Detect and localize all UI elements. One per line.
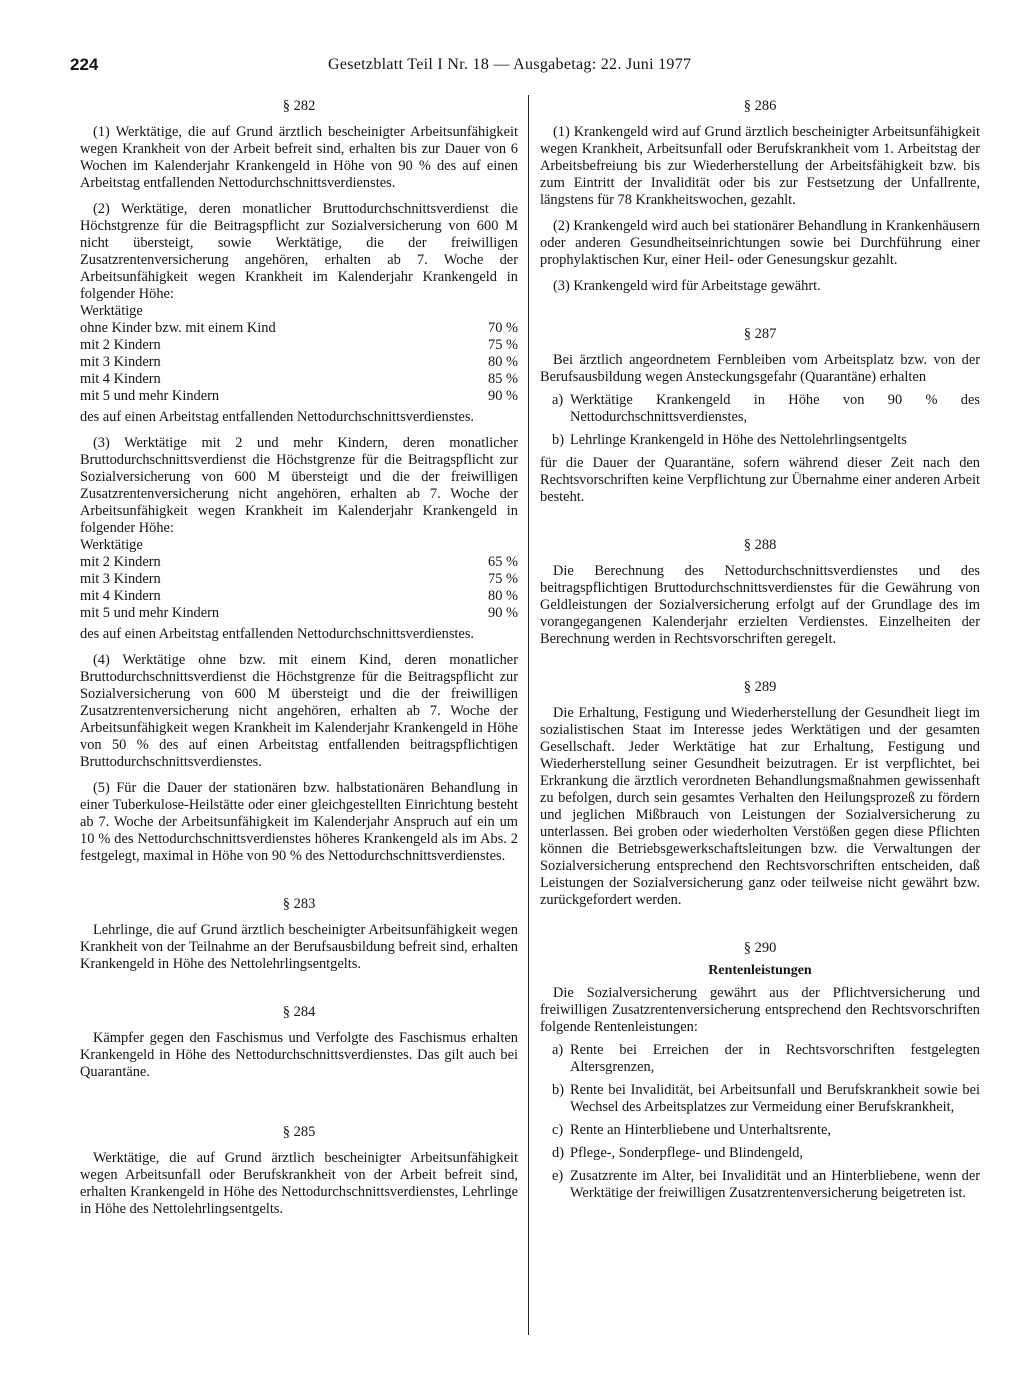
section-heading-285: § 285 (282, 1124, 316, 1140)
rate-label: mit 3 Kindern (80, 571, 161, 587)
paragraph-283: Lehrlinge, die auf Grund ärztlich bescheinigter Arbeitsunfähigkeit wegen Krankheit von der Teilnahme an der Berufsausbildung befreit sind, erhalten Krankengeld in Höhe des Nettolehrlingsentgelts. (80, 922, 518, 972)
list-marker: c) (552, 1122, 564, 1138)
rate-value: 85 % (488, 371, 518, 387)
section-heading-288: § 288 (743, 537, 777, 553)
paragraph-290-intro: Die Sozialversicherung gewährt aus der Pflichtversicherung und freiwilligen Zusatzrentenversicherung entsprechend den Rechtsvorschriften folgende Rentenleistungen: (540, 985, 980, 1035)
section-heading-287: § 287 (743, 326, 777, 342)
rate-table-282-3 (80, 554, 518, 622)
paragraph-288: Die Berechnung des Nettodurchschnittsverdienstes und des beitragspflichtigen Bruttodurchschnittsverdienstes für die Gewährung von Geldleistungen der Sozialversicherung erfolgt auf der Grundlage des im vorangegangenen Kalenderjahr erzielten Verdienstes. Einzelheiten der Berechnung werden in Rechtsvorschriften geregelt. (540, 563, 980, 647)
rate-value: 70 % (488, 320, 518, 336)
rate-label: mit 2 Kindern (80, 337, 161, 353)
rate-row (80, 554, 518, 571)
rate-value: 75 % (488, 571, 518, 587)
table-intro: Werktätige (80, 303, 143, 319)
list-text: Zusatzrente im Alter, bei Invalidität und an Hinterbliebene, wenn der Werktätige der freiwilligen Zusatzrentenversicherung beigetreten ist. (570, 1168, 980, 1201)
rate-value: 90 % (488, 605, 518, 621)
paragraph-286-3: (3) Krankengeld wird für Arbeitstage gewährt. (553, 278, 821, 294)
rate-row (80, 388, 518, 405)
section-gap (540, 515, 980, 537)
list-marker: a) (552, 1042, 564, 1058)
paragraph-286-2: (2) Krankengeld wird auch bei stationärer Behandlung in Krankenhäusern oder anderen Gesundheitseinrichtungen sowie bei Durchführung einer prophylaktischen Kur, einer Heil- oder Genesungskur gezahlt. (540, 218, 980, 268)
rate-row (80, 588, 518, 605)
continuation-text: des auf einen Arbeitstag entfallenden Nettodurchschnittsverdienstes. (80, 409, 475, 425)
rate-label: ohne Kinder bzw. mit einem Kind (80, 320, 276, 336)
paragraph-282-1: (1) Werktätige, die auf Grund ärztlich bescheinigter Arbeitsunfähigkeit wegen Krankheit von der Arbeit befreit sind, erhalten bis zur Dauer von 6 Wochen im Kalenderjahr Krankengeld in Höhe von 90 % des auf einen Arbeitstag entfallenden Nettodurchschnittsverdienstes. (80, 124, 518, 191)
section-gap (80, 1090, 518, 1124)
list-item (552, 392, 980, 426)
section-gap (540, 304, 980, 326)
list-item (552, 1042, 980, 1076)
section-gap (540, 918, 980, 940)
rate-label: mit 4 Kindern (80, 371, 161, 387)
paragraph-287-intro: Bei ärztlich angeordnetem Fernbleiben vom Arbeitsplatz bzw. von der Berufsausbildung wegen Ansteckungsgefahr (Quarantäne) erhalten (540, 352, 980, 385)
column-divider (528, 95, 529, 1335)
table-intro: Werktätige (80, 537, 143, 553)
list-marker: a) (552, 392, 564, 408)
section-title-rentenleistungen: Rentenleistungen (708, 963, 812, 978)
section-heading-282: § 282 (282, 98, 316, 114)
section-heading-290: § 290 (743, 940, 777, 956)
rate-label: mit 5 und mehr Kindern (80, 605, 220, 621)
list-item (552, 1122, 980, 1139)
list-marker: b) (552, 432, 564, 448)
paragraph-282-5: (5) Für die Dauer der stationären bzw. halbstationären Behandlung in einer Tuberkulose-Heilstätte oder einer gleichgestellten Einrichtung besteht ab 7. Woche der Arbeitsunfähigkeit im Kalenderjahr Anspruch auf ein um 10 % des Nettodurchschnittsverdienstes höheres Krankengeld als im Abs. 2 festgelegt, maximal in Höhe von 90 % des Nettodurchschnittsverdienstes. (80, 780, 518, 864)
list-item (552, 432, 980, 449)
paragraph-285: Werktätige, die auf Grund ärztlich bescheinigter Arbeitsunfähigkeit wegen Arbeitsunfall oder Berufskrankheit von der Arbeit befreit sind, erhalten Krankengeld in Höhe des Nettodurchschnittsverdienstes, Lehrlinge in Höhe des Nettolehrlingsentgelts. (80, 1150, 518, 1217)
continuation-text: des auf einen Arbeitstag entfallenden Nettodurchschnittsverdienstes. (80, 626, 475, 642)
rate-value: 80 % (488, 354, 518, 370)
rate-label: mit 3 Kindern (80, 354, 161, 370)
list-text: Rente bei Invalidität, bei Arbeitsunfall und Berufskrankheit sowie bei Wechsel des Arbeitsplatzes zur Vermeidung einer Berufskrankheit, (570, 1082, 980, 1115)
list-marker: e) (552, 1168, 564, 1184)
section-gap (80, 982, 518, 1004)
rate-row (80, 571, 518, 588)
section-heading-283: § 283 (282, 896, 316, 912)
rate-table-282-2 (80, 320, 518, 405)
paragraph-282-2: (2) Werktätige, deren monatlicher Bruttodurchschnittsverdienst die Höchstgrenze für die Beitragspflicht zur Sozialversicherung von 600 M nicht übersteigt, sowie Werktätige, die der freiwilligen Zusatzrentenversicherung angehören, erhalten ab 7. Woche der Arbeitsunfähigkeit wegen Krankheit im Kalenderjahr Krankengeld in folgender Höhe: (80, 201, 518, 302)
list-item (552, 1082, 980, 1116)
list-item (552, 1145, 980, 1162)
section-gap (540, 657, 980, 679)
list-text: Werktätige Krankengeld in Höhe von 90 % des Nettodurchschnittsverdienstes, (570, 392, 980, 425)
section-heading-286: § 286 (743, 98, 777, 114)
paragraph-289: Die Erhaltung, Festigung und Wiederherstellung der Gesundheit liegt im sozialistischen Staat im Interesse jedes Werktätigen und der gesamten Gesellschaft. Jeder Werktätige hat zur Erhaltung, Festigung und Wiederherstellung seiner Gesundheit beizutragen. Er ist verpflichtet, bei Erkrankung die ärztlich verordneten Behandlungsmaßnahmen gewissenhaft zu befolgen, durch sein gesamtes Verhalten den Heilungsprozeß zu fördern und jeglichen Mißbrauch von Leistungen der Sozialversicherung zu unterlassen. Bei groben oder wiederholten Verstößen gegen diese Pflichten können die Betriebsgewerkschaftsleitungen bzw. die Verwaltungen der Sozialversicherung entsprechend den Rechtsvorschriften entscheiden, daß Leistungen der Sozialversicherung ganz oder teilweise nicht gewährt bzw. zurückgefordert werden. (540, 705, 980, 908)
rate-value: 65 % (488, 554, 518, 570)
rate-row (80, 354, 518, 371)
list-marker: b) (552, 1082, 564, 1098)
list-text: Rente bei Erreichen der in Rechtsvorschriften festgelegten Altersgrenzen, (570, 1042, 980, 1075)
section-heading-289: § 289 (743, 679, 777, 695)
rate-label: mit 2 Kindern (80, 554, 161, 570)
rate-row (80, 320, 518, 337)
list-marker: d) (552, 1145, 564, 1161)
list-text: Rente an Hinterbliebene und Unterhaltsrente, (570, 1122, 831, 1138)
rate-label: mit 5 und mehr Kindern (80, 388, 220, 404)
rate-value: 80 % (488, 588, 518, 604)
list-text: Pflege-, Sonderpflege- und Blindengeld, (570, 1145, 803, 1161)
running-head: Gesetzblatt Teil I Nr. 18 — Ausgabetag: 22. Juni 1977 (328, 56, 692, 73)
rate-row (80, 605, 518, 622)
list-text: Lehrlinge Krankengeld in Höhe des Nettolehrlingsentgelts (570, 432, 907, 448)
continuation-text: für die Dauer der Quarantäne, sofern während dieser Zeit nach den Rechtsvorschriften keine Verpflichtung zur Übernahme einer anderen Arbeit besteht. (540, 455, 980, 505)
section-gap (80, 874, 518, 896)
paragraph-282-4: (4) Werktätige ohne bzw. mit einem Kind, deren monatlicher Bruttodurchschnittsverdienst die Höchstgrenze für die Beitragspflicht zur Sozialversicherung von 600 M übersteigt und die der freiwilligen Zusatzrentenversicherung nicht angehören, erhalten ab 7. Woche der Arbeitsunfähigkeit wegen Krankheit im Kalenderjahr Krankengeld in Höhe von 50 % des auf einen Arbeitstag entfallenden beitragspflichtigen Bruttodurchschnittsverdienstes. (80, 652, 518, 770)
paragraph-286-1: (1) Krankengeld wird auf Grund ärztlich bescheinigter Arbeitsunfähigkeit wegen Krankheit, Arbeitsunfall oder Berufskrankheit vom 1. Arbeitstag der Arbeitsbefreiung bis zur Wiederherstellung der Arbeitsfähigkeit bzw. bis zum Eintritt der Invalidität oder bis zur Festsetzung der Unfallrente, längstens für 78 Krankheitswochen, gezahlt. (540, 124, 980, 208)
rate-row (80, 371, 518, 388)
page-header (70, 55, 960, 81)
rate-row (80, 337, 518, 354)
rate-value: 90 % (488, 388, 518, 404)
section-heading-284: § 284 (282, 1004, 316, 1020)
right-column (540, 98, 980, 1208)
paragraph-282-3: (3) Werktätige mit 2 und mehr Kindern, deren monatlicher Bruttodurchschnittsverdienst die Höchstgrenze für die Beitragspflicht zur Sozialversicherung von 600 M übersteigt und die der freiwilligen Zusatzrentenversicherung nicht angehören, erhalten ab 7. Woche der Arbeitsunfähigkeit wegen Krankheit im Kalenderjahr Krankengeld in folgender Höhe: (80, 435, 518, 536)
list-item (552, 1168, 980, 1202)
paragraph-284: Kämpfer gegen den Faschismus und Verfolgte des Faschismus erhalten Krankengeld in Höhe des Nettodurchschnittsverdienstes. Das gilt auch bei Quarantäne. (80, 1030, 518, 1080)
rate-label: mit 4 Kindern (80, 588, 161, 604)
left-column (80, 98, 518, 1227)
page-number: 224 (70, 55, 99, 74)
rate-value: 75 % (488, 337, 518, 353)
